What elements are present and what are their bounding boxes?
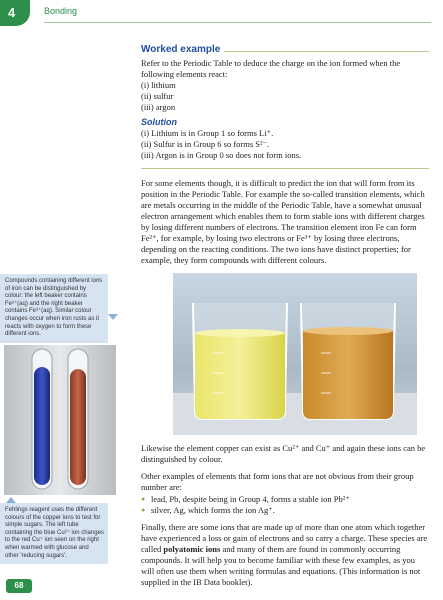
polyatomic-term: polyatomic ions bbox=[163, 544, 221, 554]
worked-example-heading: Worked example bbox=[141, 44, 224, 55]
list-item: ● lead, Pb, despite being in Group 4, forms a stable ion Pb²⁺ bbox=[141, 494, 428, 505]
solution-heading: Solution bbox=[141, 117, 177, 127]
list-item: (i) Lithium is in Group 1 so forms Li⁺. bbox=[141, 128, 274, 138]
list-item: ● silver, Ag, which forms the ion Ag⁺. bbox=[141, 505, 428, 516]
list-item: (iii) Argon is in Group 0 so does not form ions. bbox=[141, 150, 302, 160]
examples-list bbox=[141, 494, 428, 516]
paragraph-other-examples: Other examples of elements that form ions that are not obvious from their group number are: bbox=[141, 471, 414, 492]
iron-beakers-photo bbox=[173, 273, 417, 435]
worked-example-intro: Refer to the Periodic Table to deduce the charge on the ion formed when the following elements react: bbox=[141, 58, 401, 79]
solution-end-rule bbox=[141, 168, 429, 169]
chapter-tab bbox=[0, 0, 30, 26]
page-number: 68 bbox=[6, 579, 32, 593]
paragraph-transition-elements: For some elements though, it is difficult to predict the ion that will form from its position in the Periodic Table. For example the so-called transition elements, which are metals occurring in the middle of the Periodic Table, have a somewhat unusual electron arrangement which enables them to form stable ions with different charges by losing different numbers of electrons. The transition element iron Fe can form Fe²⁺, for example, by losing two electrons or Fe³⁺ by losing three electrons, depending on the reacting conditions. The two ions have distinct properties; for example, they form compounds with different colours. bbox=[141, 178, 425, 265]
iron-caption: Compounds containing different ions of iron can be distinguished by colour: the left beaker contains Fe²⁺(aq) and the right beaker contains Fe³⁺(aq). Similar colour changes occur when iron rusts as it reacts with oxygen to form these different ions. bbox=[0, 274, 108, 343]
solution-list bbox=[141, 128, 428, 161]
fehlings-test-tubes-photo bbox=[4, 345, 116, 495]
list-item: (ii) sulfur bbox=[141, 91, 174, 101]
paragraph-copper: Likewise the element copper can exist as Cu²⁺ and Cu⁺ and again these ions can be distinguished by colour. bbox=[141, 443, 426, 464]
caption-pointer-icon bbox=[108, 314, 118, 320]
solution-body bbox=[141, 128, 428, 161]
list-item: (iii) argon bbox=[141, 102, 176, 112]
chapter-number: 4 bbox=[8, 5, 16, 20]
worked-example-body bbox=[141, 58, 428, 113]
body-bottom bbox=[141, 443, 428, 594]
worked-example-list bbox=[141, 80, 428, 113]
paragraph-polyatomic bbox=[141, 522, 428, 588]
polyatomic-text-start: Finally, there are some ions that are made up of more than one atom which together have experienced a loss or gain of electrons and so carry a charge. These species are called bbox=[141, 522, 428, 554]
list-item: (i) lithium bbox=[141, 80, 176, 90]
body-top bbox=[141, 178, 428, 272]
header-rule bbox=[44, 22, 431, 23]
chapter-title: Bonding bbox=[44, 6, 78, 16]
copper-caption: Fehlings reagent uses the different colours of the copper ions to test for simple sugars. The left tube containing the blue Cu²⁺ ion changes to the red Cu⁺ ion seen on the right when warmed with glucose and other 'reducing sugars'. bbox=[0, 503, 108, 564]
list-item: (ii) Sulfur is in Group 6 so forms S²⁻. bbox=[141, 139, 270, 149]
polyatomic-text-end: and many of them are found in commonly occurring compounds. It will help you to become familiar with these few examples, as you will often use them when writing formulas and equations. (This information is not supplied in the IB Data booklet). bbox=[141, 544, 421, 587]
